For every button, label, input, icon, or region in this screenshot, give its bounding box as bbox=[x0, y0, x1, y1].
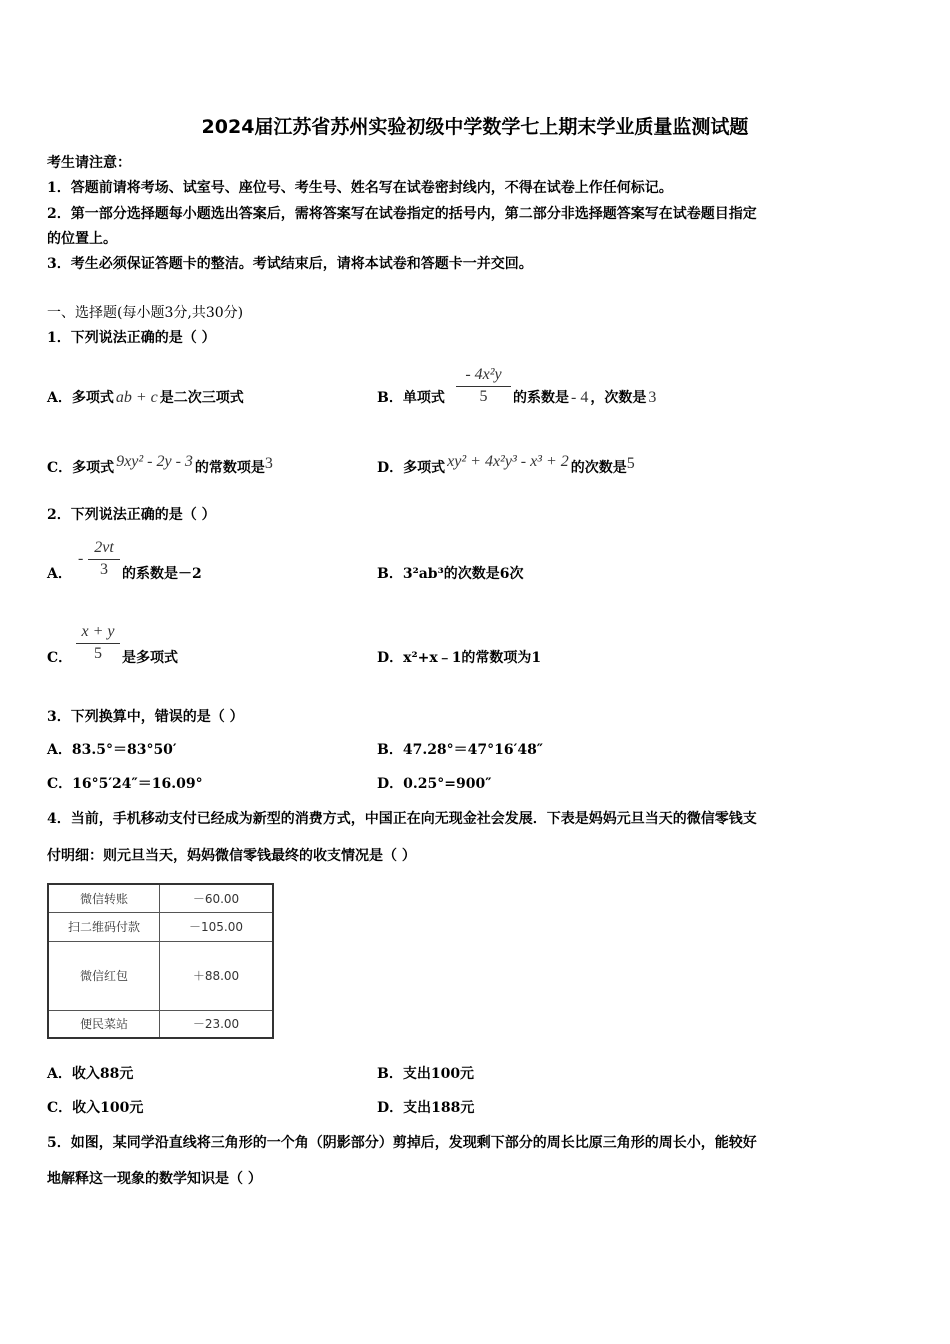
table-row bbox=[48, 941, 273, 1010]
table-cell-amount: －60.00 bbox=[160, 884, 274, 912]
page-title: 2024届江苏省苏州实验初级中学数学七上期末学业质量监测试题 bbox=[201, 116, 749, 138]
fraction-numerator: - 4x²y bbox=[465, 366, 502, 383]
notice-item: 2．第一部分选择题每小题选出答案后，需将答案写在试卷指定的括号内，第二部分非选择题答案写在试卷题目指定 bbox=[47, 206, 757, 222]
table-row bbox=[48, 912, 273, 941]
fraction-denominator: 3 bbox=[100, 561, 108, 578]
q1-option-d: D．多项式 xy² + 4x²y³ - x³ + 2 的次数是5 bbox=[377, 453, 635, 476]
notice-item: 的位置上。 bbox=[47, 231, 117, 247]
table-cell-item: 便民菜站 bbox=[48, 1010, 160, 1038]
question-5-stem-cont: 地解释这一现象的数学知识是（ ） bbox=[47, 1171, 262, 1187]
section-heading: 一、选择题(每小题3分,共30分) bbox=[47, 305, 244, 321]
q3-option-c: C．16°5′24″＝16.09° bbox=[47, 776, 203, 792]
table-cell-item: 微信转账 bbox=[48, 884, 160, 912]
q3-option-d: D．0.25°=900″ bbox=[377, 776, 492, 792]
question-1-stem: 1．下列说法正确的是（ ） bbox=[47, 330, 216, 346]
math-value: 3 bbox=[264, 455, 273, 472]
q3-option-a: A．83.5°＝83°50′ bbox=[47, 742, 177, 758]
table-cell-amount: －23.00 bbox=[160, 1010, 274, 1038]
q2-option-b: B．3²ab³的次数是6次 bbox=[377, 566, 524, 582]
q1-option-a: A．多项式 ab + c 是二次三项式 bbox=[47, 389, 244, 406]
q1-b-fraction bbox=[456, 366, 511, 406]
q4-option-c: C．收入100元 bbox=[47, 1100, 144, 1116]
table-cell-amount: ＋88.00 bbox=[160, 941, 274, 1010]
fraction-numerator: x + y bbox=[81, 623, 115, 640]
fraction-denominator: 5 bbox=[479, 388, 488, 405]
question-2-stem: 2．下列说法正确的是（ ） bbox=[47, 507, 216, 523]
q1-option-b-tail: 的系数是 - 4 ，次数是 3 bbox=[513, 389, 657, 406]
q2-option-c-label: C． bbox=[47, 650, 73, 666]
math-value: 3 bbox=[648, 389, 657, 406]
q1-option-b-label: B．单项式 bbox=[377, 390, 445, 406]
notice-item: 1．答题前请将考场、试室号、座位号、考生号、姓名写在试卷密封线内，不得在试卷上作任何标记。 bbox=[47, 180, 673, 196]
question-5-stem: 5．如图，某同学沿直线将三角形的一个角（阴影部分）剪掉后，发现剩下部分的周长比原三角形的周长小，能较好 bbox=[47, 1135, 757, 1151]
table-row bbox=[48, 884, 273, 912]
table-cell-amount: －105.00 bbox=[160, 912, 274, 941]
fraction-denominator: 5 bbox=[94, 645, 102, 662]
fraction-numerator: 2vt bbox=[94, 539, 114, 556]
math-value: - 4 bbox=[571, 389, 589, 406]
question-4-stem-cont: 付明细：则元旦当天，妈妈微信零钱最终的收支情况是（ ） bbox=[47, 848, 416, 864]
q4-option-a: A．收入88元 bbox=[47, 1066, 134, 1082]
q2-option-a-tail: 的系数是－2 bbox=[122, 566, 202, 582]
question-3-stem: 3．下列换算中，错误的是（ ） bbox=[47, 709, 244, 725]
notice-item: 3．考生必须保证答题卡的整洁。考试结束后，请将本试卷和答题卡一并交回。 bbox=[47, 256, 533, 272]
wechat-transaction-table bbox=[47, 883, 274, 1039]
q2-c-fraction bbox=[76, 623, 120, 663]
notice-heading: 考生请注意： bbox=[47, 155, 131, 171]
q2-option-d: D．x²+x﹣1的常数项为1 bbox=[377, 650, 542, 666]
q2-a-fraction bbox=[88, 539, 120, 579]
math-value: 5 bbox=[626, 455, 635, 472]
question-4-stem: 4．当前，手机移动支付已经成为新型的消费方式，中国正在向无现金社会发展．下表是妈妈元旦当天的微信零钱支 bbox=[47, 811, 757, 827]
q2-option-a-label: A． bbox=[47, 566, 72, 582]
minus-sign: - bbox=[78, 550, 84, 567]
math-expression: xy² + 4x²y³ - x³ + 2 bbox=[447, 453, 569, 470]
table-row bbox=[48, 1010, 273, 1038]
q2-option-c-tail: 是多项式 bbox=[122, 650, 178, 666]
table-cell-item: 扫二维码付款 bbox=[48, 912, 160, 941]
table-cell-item: 微信红包 bbox=[48, 941, 160, 1010]
q1-option-c: C．多项式 9xy² - 2y - 3 的常数项是3 bbox=[47, 453, 273, 476]
math-expression: ab + c bbox=[115, 389, 158, 406]
q3-option-b: B．47.28°＝47°16′48″ bbox=[377, 742, 544, 758]
math-expression: 9xy² - 2y - 3 bbox=[116, 453, 193, 470]
q4-option-d: D．支出188元 bbox=[377, 1100, 475, 1116]
q4-option-b: B．支出100元 bbox=[377, 1066, 475, 1082]
